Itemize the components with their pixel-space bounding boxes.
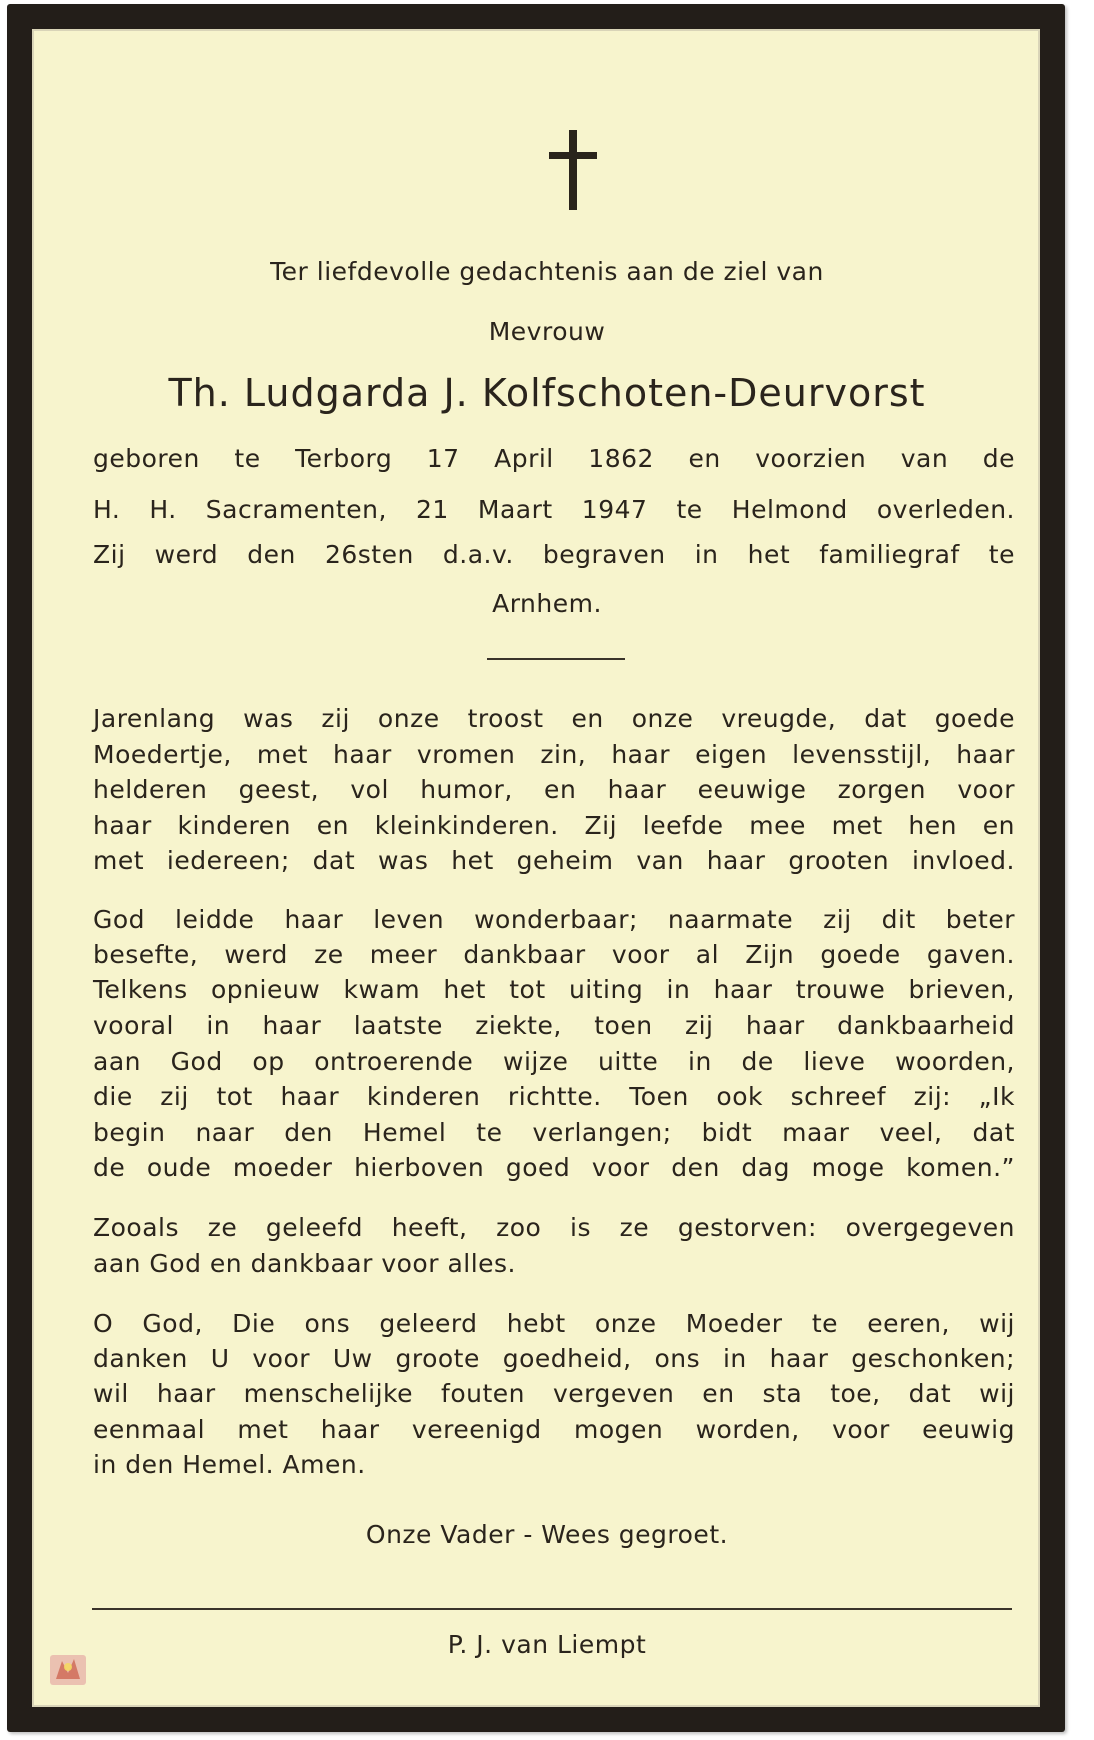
- text-line: met iedereen; dat was het geheim van haar grooten invloed.: [93, 846, 1015, 875]
- intro-line: Ter liefdevolle gedachtenis aan de ziel van: [270, 257, 824, 286]
- text-line: danken U voor Uw groote goedheid, ons in haar geschonken;: [93, 1344, 1015, 1373]
- text-line: in den Hemel. Amen.: [93, 1450, 366, 1479]
- text-line: Zooals ze geleefd heeft, zoo is ze gestorven: overgegeven: [93, 1213, 1015, 1242]
- prayers-line: Onze Vader - Wees gegroet.: [365, 1520, 729, 1549]
- bio-line: Zij werd den 26sten d.a.v. begraven in het familiegraf te: [93, 540, 1015, 569]
- text-line: Telkens opnieuw kwam het tot uiting in haar trouwe brieven,: [93, 975, 1015, 1004]
- text-line: vooral in haar laatste ziekte, toen zij haar dankbaarheid: [93, 1011, 1015, 1040]
- archive-logo-icon: [48, 1651, 88, 1689]
- text-line: eenmaal met haar vereenigd mogen worden, voor eeuwig: [93, 1415, 1015, 1444]
- text-line: besefte, werd ze meer dankbaar voor al Zijn goede gaven.: [93, 940, 1015, 969]
- divider: [487, 658, 625, 660]
- bio-line: H. H. Sacramenten, 21 Maart 1947 te Helmond overleden.: [93, 495, 1015, 524]
- text-line: Jarenlang was zij onze troost en onze vreugde, dat goede: [93, 704, 1015, 733]
- text-line: wil haar menschelijke fouten vergeven en sta toe, dat wij: [93, 1379, 1015, 1408]
- printer-name: P. J. van Liempt: [447, 1630, 647, 1659]
- deceased-name: Th. Ludgarda J. Kolfschoten-Deurvorst: [168, 371, 926, 415]
- text-line: Moedertje, met haar vromen zin, haar eigen levensstijl, haar: [93, 740, 1015, 769]
- text-line: de oude moeder hierboven goed voor den dag moge komen.”: [93, 1153, 1015, 1182]
- bio-line: Arnhem.: [492, 589, 602, 618]
- text-line: aan God op ontroerende wijze uitte in de lieve woorden,: [93, 1047, 1015, 1076]
- text-line: helderen geest, vol humor, en haar eeuwige zorgen voor: [93, 775, 1015, 804]
- salutation: Mevrouw: [488, 317, 606, 346]
- text-line: O God, Die ons geleerd hebt onze Moeder te eeren, wij: [93, 1309, 1015, 1338]
- text-line: aan God en dankbaar voor alles.: [93, 1249, 517, 1278]
- text-line: begin naar den Hemel te verlangen; bidt maar veel, dat: [93, 1118, 1015, 1147]
- bio-line: geboren te Terborg 17 April 1862 en voorzien van de: [93, 444, 1015, 473]
- cross-icon: [549, 130, 597, 210]
- footer-divider: [92, 1608, 1012, 1610]
- text-line: die zij tot haar kinderen richtte. Toen ook schreef zij: „Ik: [93, 1082, 1015, 1111]
- text-line: God leidde haar leven wonderbaar; naarmate zij dit beter: [93, 905, 1015, 934]
- text-line: haar kinderen en kleinkinderen. Zij leefde mee met hen en: [93, 811, 1015, 840]
